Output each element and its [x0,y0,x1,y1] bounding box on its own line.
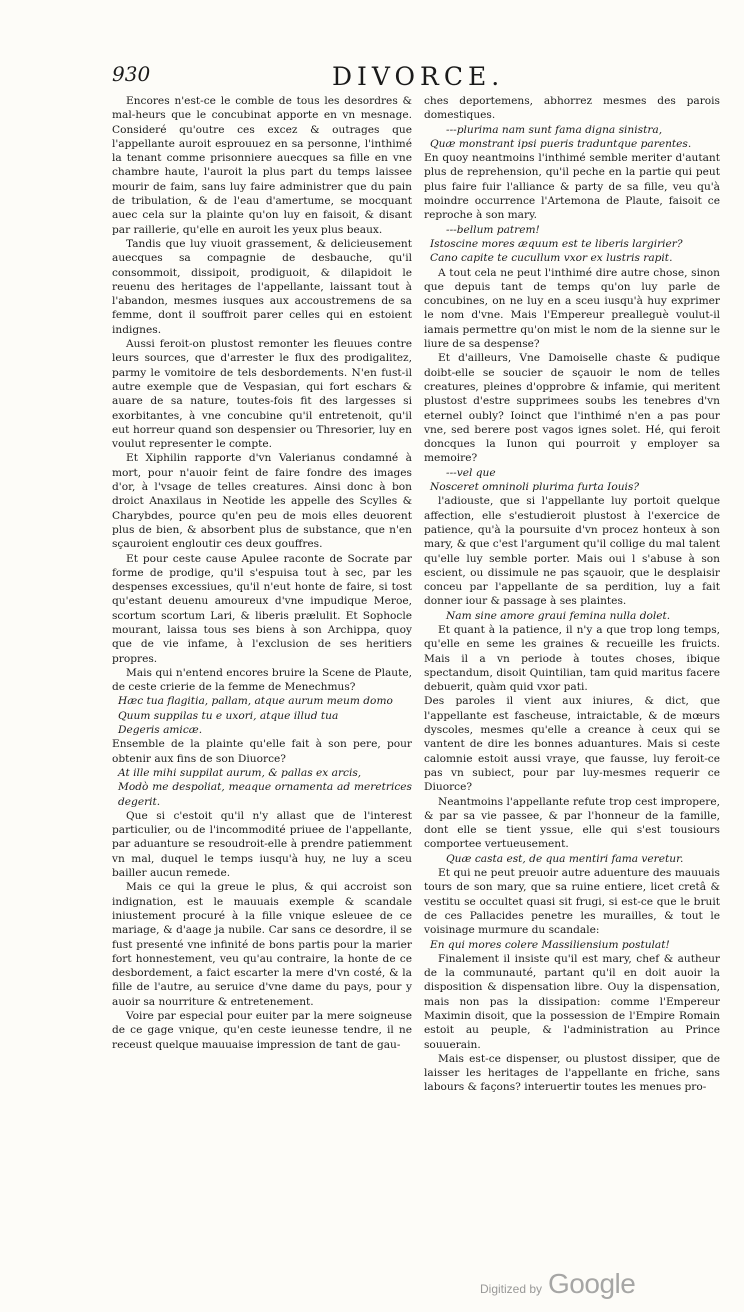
latin-quotation: Quum suppilas tu e uxori, atque illud tua [118,709,339,722]
paragraph: ches deportemens, abhorrez mesmes des parois domestiques. [424,95,720,122]
running-title: DIVORCE. [332,62,505,91]
paragraph: Tandis que luy viuoit grassement, & delicieusement auecques sa compagnie de desbauche, qu'il consommoit, dissipoit, prodiguoit, & dilapidoit le reuenu des heritages de l'appellante, laissant tout à l'abandon, mesmes iusques aux accoustremens de sa femme, dont il souffroit parer celles qui en estoient indignes. [112,237,412,336]
paragraph: Et quant à la patience, il n'y a que trop long temps, qu'elle en seme les graines & recueille les fruicts. Mais il a vn periode à toutes choses, ibique spectandum, disoit Quintilian, tam quid maritus facere debuerit, quàm quid vxor pati. [424,623,720,694]
latin-quotation: At ille mihi suppilat aurum, & pallas ex arcis, [118,766,362,779]
digitized-by-text: Digitized by [480,1282,543,1296]
paragraph: Et Xiphilin rapporte d'vn Valerianus condamné à mort, pour n'auoir feint de faire fondre des images d'or, à l'vsage de telles creatures. Ainsi donc à bon droict Anaxilaus in Neotide les appelle des Scylles & Charybdes, pource qu'en peu de mois elles deuorent plus de bien, & absorbent plus de substance, que n'en sçauroient engloutir ces deux gouffres. [112,452,412,551]
latin-quotation: Nosceret omninoli plurima furta Iouis? [430,481,640,494]
latin-quotation: Cano capite te cucullum vxor ex lustris rapit. [430,252,673,265]
paragraph: Et qui ne peut preuoir autre aduenture des mauuais tours de son mary, que sa ruine entiere, licet cretâ & vestitu se occultet quasi sit frugi, si est-ce que le bruit de ces Pallacides penetre les murailles, & tout le voisinage murmure du scandale: [424,867,720,937]
paragraph: A tout cela ne peut l'inthimé dire autre chose, sinon que depuis tant de temps qu'on luy parle de concubines, on ne luy en a sceu iusqu'à huy exprimer le nom d'vne. Mais l'Empereur prealleguè voulut-il iamais permettre qu'on mist le nom de la sienne sur le liure de sa despense? [424,266,720,351]
digitized-watermark [480,1268,635,1300]
paragraph: Des paroles il vient aux iniures, & dict, que l'appellante est fascheuse, intraictable, & de mœurs dyscoles, mesmes qu'elle a creance à ceux qui se vantent de dire les bonnes aduantures. Mais si ceste calomnie estoit aussi vraye, que fausse, luy feroit-ce pas vn subiect, pour par luy-mesmes requerir ce Diuorce? [424,695,720,794]
latin-quotation: Modò me despoliat, meaque ornamenta ad meretrices degerit. [118,781,412,808]
paragraph: Finalement il insiste qu'il est mary, chef & autheur de la communauté, partant qu'il en doit auoir la disposition & dispensation libre. Ouy la dispensation, mais non pas la dissipation: comme l'Empereur Maximin disoit, que la possession de l'Empire Romain estoit au peuple, & l'administration au Prince souuerain. [424,952,720,1051]
latin-quotation: Quæ monstrant ipsi pueris traduntque parentes. [430,137,692,150]
paragraph: Mais qui n'entend encores bruire la Scene de Plaute, de ceste crierie de la femme de Menechmus? [112,666,412,694]
paragraph: Et pour ceste cause Apulee raconte de Socrate par forme de prodige, qu'il s'espuisa tout à sec, par les despenses excessiues, qu'il n'eut honte de faire, si tost qu'estant deuenu amoureux d'vne impudique Meroe, scortum scortum Lari, & liberis prælulit. Et Sophocle mourant, laissa tous ses biens à son Archippa, quoy que de vie infame, à l'exclusion de ses heritiers propres. [112,552,412,665]
latin-quotation: Degeris amicæ. [118,724,203,737]
paragraph: Ensemble de la plainte qu'elle fait à son pere, pour obtenir aux fins de son Diuorce? [112,738,412,765]
left-column [112,94,412,1052]
google-logo: Google [548,1268,636,1299]
latin-quotation: Quæ casta est, de qua mentiri fama veretur. [446,852,684,865]
paragraph: Que si c'estoit qu'il n'y allast que de l'interest particulier, ou de l'incommodité priuee de l'appellante, par aduanture se resoudroit-elle à prendre patiemment vn mal, duquel le temps iusqu'à huy, ne luy a sceu bailler aucun remede. [112,809,412,880]
paragraph: En quoy neantmoins l'inthimé semble meriter d'autant plus de reprehension, qu'il peche en la partie qui peut plus faire fuir l'alliance & party de sa fille, veu qu'à moindre occurrence l'Artemona de Plaute, faisoit ce reproche à son mary. [424,152,720,222]
paragraph: Et d'ailleurs, Vne Damoiselle chaste & pudique doibt-elle se soucier de sçauoir le nom de telles creatures, pleines d'opprobre & infamie, qui meritent plustost d'estre supprimees soubs les tenebres d'vn eternel oubly? Ioinct que l'inthimé n'en a pas pour vne, sed berere post vagos ignes solet. Hé, qui feroit doncques la Iunon qui pourroit y employer sa memoire? [424,352,720,465]
latin-quotation: ---vel que [446,466,496,479]
paragraph: Mais ce qui la greue le plus, & qui accroist son indignation, est le mauuais exemple & scandale iniustement procuré à la fille vnique esleuee de ce mariage, & d'aage ja nubile. Car sans ce desordre, il se fust presenté vne infinité de bons partis pour la marier fort honnestement, veu qu'au contraire, la honte de ce desbordement, a faict escarter la mere d'vn costé, & la fille de l'autre, au seruice d'vne dame du pays, pour y auoir sa nourriture & entretenement. [112,881,412,1008]
paragraph: l'adiouste, que si l'appellante luy portoit quelque affection, elle s'estudieroit plustost à l'exercice de patience, qu'à la poursuite d'vn procez honteux à son mary, & que c'est l'argument qu'il collige du mal talent qu'elle luy semble porter. Mais oui l s'abuse à son escient, ou dissimule ne pas sçauoir, que le desplaisir conceu par l'appellante de sa perdition, luy a fait donner iour & passage à ses plaintes. [424,495,720,608]
latin-quotation: Nam sine amore graui femina nulla dolet. [446,609,671,622]
latin-quotation: Hæc tua flagitia, pallam, atque aurum meum domo [118,695,393,708]
paragraph: Neantmoins l'appellante refute trop cest impropere, & par sa vie passee, & par l'honneur de la famille, dont elle se tient yssue, elle qui s'est tousiours comportee vertueusement. [424,795,720,851]
paragraph: Encores n'est-ce le comble de tous les desordres & mal-heurs que le concubinat apporte en vn mesnage. Consideré qu'outre ces excez & outrages que l'appellante auroit esprouuez en sa personne, l'inthimé la tenant comme prisonniere auecques sa fille en vne chambre haute, l'auroit la plus part du temps laissee mourir de faim, sans luy faire administrer que du pain de tribulation, & de l'eau d'amertume, se mocquant auec cela sur la plainte qu'on luy en faisoit, & disant par raillerie, qu'elle en auroit les yeux plus beaux. [112,95,412,236]
paragraph: Voire par especial pour euiter par la mere soigneuse de ce gage vnique, qu'en ceste ieunesse tendre, il ne receust quelque mauuaise impression de tant de gau- [112,1010,412,1051]
latin-quotation: Istoscine mores æquum est te liberis largirier? [430,237,683,250]
paragraph: Mais est-ce dispenser, ou plustost dissiper, que de laisser les heritages de l'appellante en friche, sans labours & façons? interuertir toutes les menues pro- [424,1052,720,1094]
page-number: 930 [112,62,151,86]
latin-quotation: En qui mores colere Massiliensium postulat! [430,938,670,951]
latin-quotation: ---bellum patrem! [446,223,540,236]
paragraph: Aussi feroit-on plustost remonter les fleuues contre leurs sources, que d'arrester le flux des prodigalitez, parmy le vomitoire de tels desbordements. N'en fust-il autre exemple que de Vespasian, qui fort eschars & auare de sa nature, toutes-fois fit des largesses si exorbitantes, à vne concubine qu'il entretenoit, qu'il eut horreur quand son despensier ou Thresorier, luy en voulut representer le compte. [112,338,412,451]
latin-quotation: ---plurima nam sunt fama digna sinistra, [446,123,663,136]
right-column [424,94,720,1095]
page-header [112,62,712,92]
